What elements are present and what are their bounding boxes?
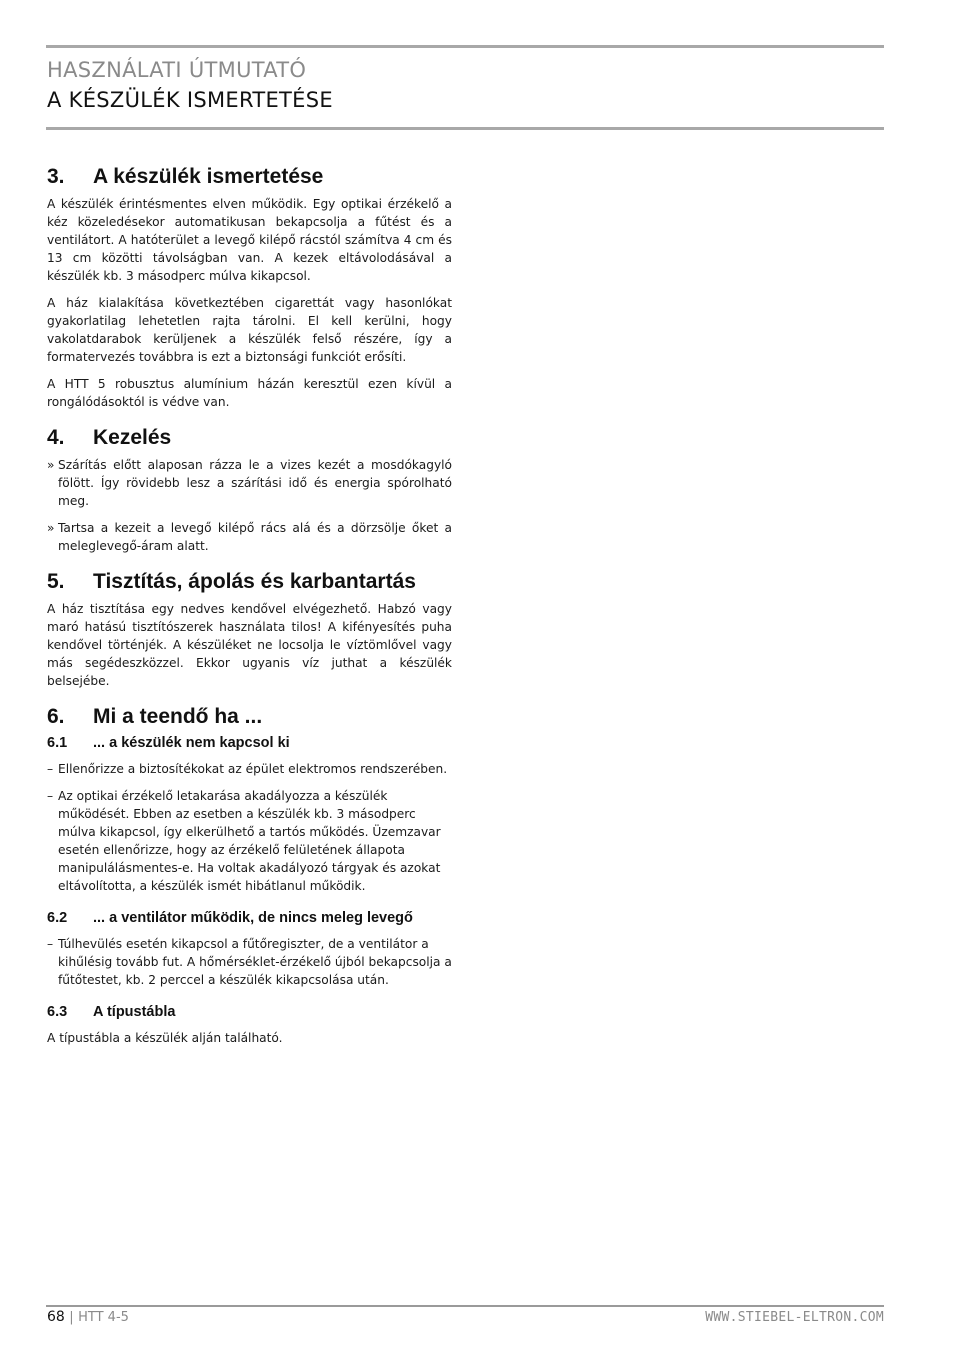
subsection-6-2-heading [47, 910, 452, 926]
paragraph: A típustábla a készülék alján található. [47, 1031, 283, 1045]
footer-url: WWW.STIEBEL-ELTRON.COM [705, 1310, 884, 1325]
section-5-heading [47, 570, 452, 594]
paragraph: A ház tisztítása egy nedves kendővel elvégezhető. Habzó vagy maró hatású tisztítószerek használata tilos! A kifényesítés puha kendővel történjék. A készüléket ne locsolja le víztömlővel vagy más segédeszközzel. Ekkor ugyanis víz juthat a készülék belsejébe. [47, 602, 452, 688]
subsection-title: ... a ventilátor működik, de nincs meleg levegő [93, 910, 413, 926]
footer-separator: | [69, 1310, 74, 1325]
subsection-number: 6.1 [47, 735, 68, 751]
subsection-number: 6.2 [47, 910, 68, 926]
list-item [47, 787, 452, 895]
subsection-number: 6.3 [47, 1004, 68, 1020]
dash-marker: – [47, 937, 54, 951]
list-item-text: Szárítás előtt alaposan rázza le a vizes kezét a mosdókagyló fölött. Így rövidebb lesz a szárítási idő és energia spórolható meg. [58, 458, 452, 508]
header-bottom-rule [46, 127, 884, 130]
list-item-text: Az optikai érzékelő letakarása akadályozza a készülék működését. Ebben az esetben a készülék kb. 3 másodperc múlva kikapcsol, így elkerülhető a tartós működés. Üzemzavar esetén ellenőrizze, hogy az érzékelő felületének állapota manipulálásmentes-e. Ha voltak akadályozó tárgyak és azokat eltávolította, a készülék ismét hibátlanul működik. [58, 789, 441, 893]
list-item [47, 760, 452, 778]
section-6-heading [47, 705, 452, 729]
header-kicker: HASZNÁLATI ÚTMUTATÓ [47, 58, 307, 82]
section-title: Kezelés [93, 426, 172, 449]
section-title: Tisztítás, ápolás és karbantartás [93, 570, 416, 593]
subsection-6-1-heading [47, 735, 452, 751]
list-item [47, 456, 452, 510]
paragraph: A készülék érintésmentes elven működik. Egy optikai érzékelő a kéz közeledésekor automatikusan bekapcsolja a fűtést és a ventilátort. A hatóterület a levegő kilépő rácstól számítva 4 cm és 13 cm közötti távolságban van. A kezek eltávolodásával a készülék kb. 3 másodperc múlva kikapcsol. [47, 197, 452, 283]
paragraph: A ház kialakítása következtében cigarettát vagy hasonlókat gyakorlatilag lehetetlen rajta tárolni. El kell kerülni, hogy vakolatdarabok kerüljenek a készülék felső részére, így a formatervezés továbbra is ezt a biztonsági funkciót erősíti. [47, 296, 452, 364]
section-title: Mi a teendő ha ... [93, 705, 263, 728]
paragraph: A HTT 5 robusztus alumínium házán keresztül ezen kívül a rongálódásoktól is védve van. [47, 377, 452, 409]
section-3-heading [47, 165, 452, 189]
list-item [47, 935, 452, 989]
page-number: 68 [47, 1309, 65, 1325]
section-number: 6. [47, 705, 65, 728]
section-number: 4. [47, 426, 65, 449]
bullet-marker: » [47, 458, 55, 472]
header-top-rule [46, 45, 884, 48]
list-item-text: Tartsa a kezeit a levegő kilépő rács alá és a dörzsölje őket a meleglevegő-áram alatt. [58, 521, 452, 553]
list-item-text: Túlhevülés esetén kikapcsol a fűtőregiszter, de a ventilátor a kihűlésig tovább fut. A hőmérséklet-érzékelő újból bekapcsolja a fűtőtestet, kb. 2 perccel a készülék kikapcsolása után. [58, 937, 452, 987]
footer-page-info [47, 1309, 129, 1325]
section-4-heading [47, 426, 452, 450]
section-title: A készülék ismertetése [93, 165, 324, 188]
section-number: 5. [47, 570, 65, 593]
subsection-title: ... a készülék nem kapcsol ki [93, 735, 290, 751]
model-name: HTT 4-5 [78, 1310, 129, 1325]
dash-marker: – [47, 789, 54, 803]
main-content [47, 165, 452, 1056]
header-title: A KÉSZÜLÉK ISMERTETÉSE [47, 88, 333, 112]
list-item-text: Ellenőrizze a biztosítékokat az épület elektromos rendszerében. [58, 762, 448, 776]
footer-rule [46, 1305, 884, 1307]
section-number: 3. [47, 165, 65, 188]
subsection-6-3-heading [47, 1004, 452, 1020]
dash-marker: – [47, 762, 54, 776]
bullet-marker: » [47, 521, 55, 535]
subsection-title: A típustábla [93, 1004, 176, 1020]
list-item [47, 519, 452, 555]
